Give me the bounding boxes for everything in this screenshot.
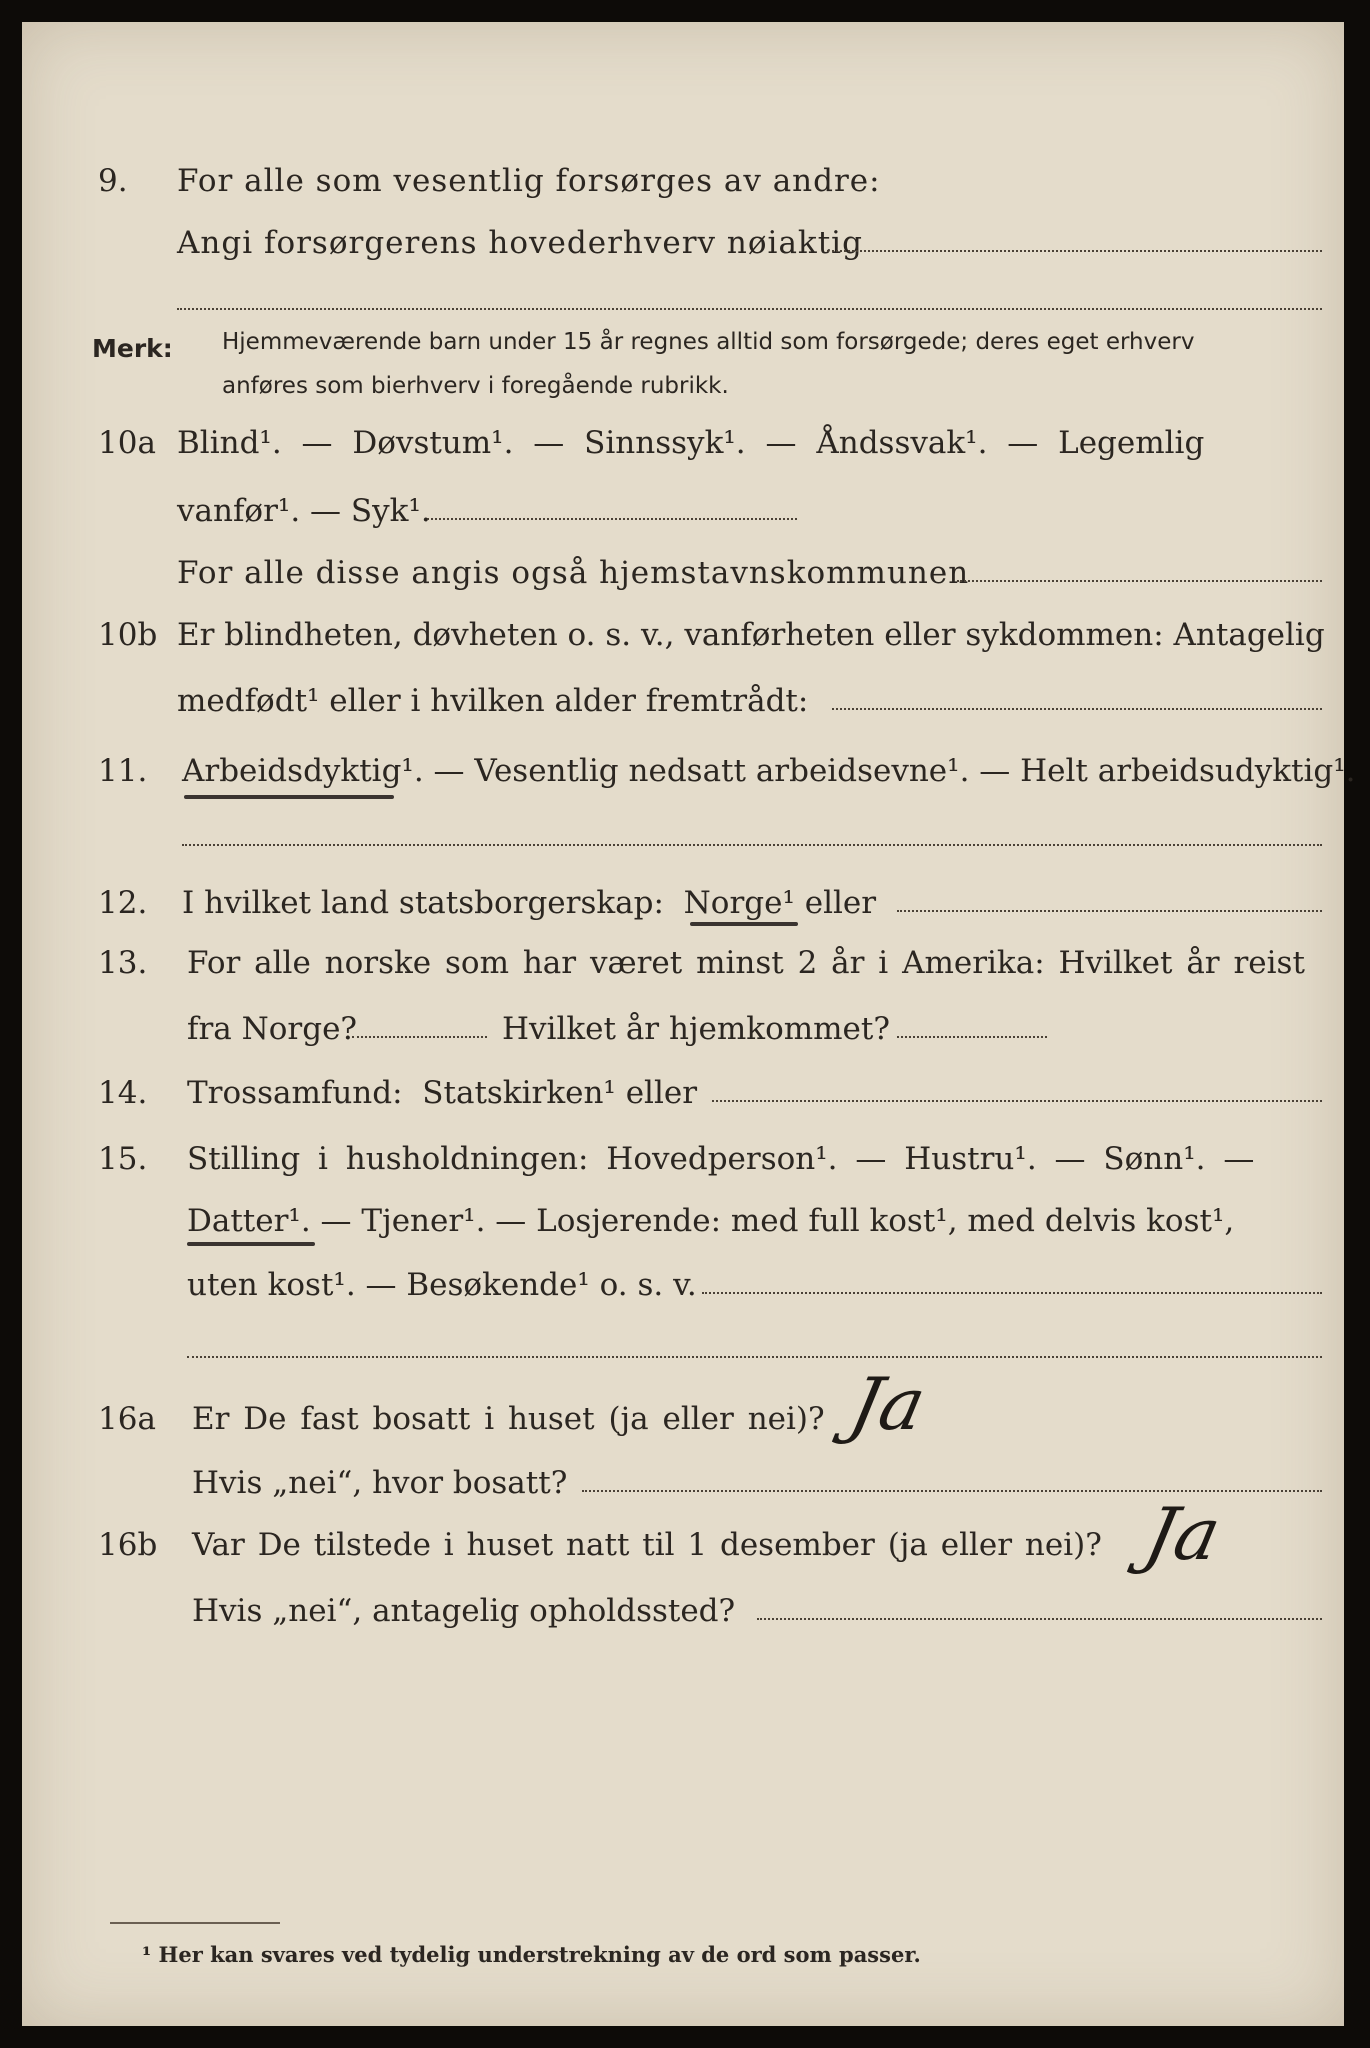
q12-prefix: I hvilket land statsborgerskap: bbox=[182, 885, 664, 921]
q15-text-2 bbox=[187, 1202, 1234, 1240]
q11-option-rest: ¹. — Vesentlig nedsatt arbeidsevne¹. — Helt arbeidsudyktig¹. bbox=[401, 753, 1356, 789]
census-form-page bbox=[22, 22, 1356, 2026]
q12-suffix: ¹ eller bbox=[782, 885, 877, 921]
q11-answer-field[interactable] bbox=[182, 844, 1322, 846]
q10a-answer-field-2[interactable] bbox=[957, 580, 1322, 582]
q10a-answer-field-1[interactable] bbox=[427, 518, 797, 520]
q16a-text-2: Hvis „nei“, hvor bosatt? bbox=[192, 1465, 568, 1501]
q10a-text-2: vanfør¹. — Syk¹. bbox=[177, 493, 431, 529]
q10a-text-1: Blind¹. — Døvstum¹. — Sinnssyk¹. — Åndssvak¹. — Legemlig bbox=[177, 425, 1205, 461]
q15-answer-field-1[interactable] bbox=[702, 1292, 1322, 1294]
footnote-rule bbox=[110, 1922, 280, 1924]
q15-text-2-rest: ¹. — Tjener¹. — Losjerende: med full kost¹, med delvis kost¹, bbox=[288, 1203, 1235, 1239]
q10b-text-2: medfødt¹ eller i hvilken alder fremtrådt: bbox=[177, 683, 809, 719]
q12-handwritten-underline bbox=[690, 922, 798, 926]
q13-number: 13. bbox=[98, 945, 148, 981]
q11-number: 11. bbox=[98, 753, 148, 789]
q15-text-1: Stilling i husholdningen: Hovedperson¹. — Hustru¹. — Sønn¹. — bbox=[187, 1141, 1255, 1177]
q14-suffix: ¹ eller bbox=[603, 1075, 698, 1111]
q12-option-norge[interactable]: Norge bbox=[683, 885, 783, 921]
q11-options bbox=[182, 752, 1356, 790]
q11-option-arbeidsdyktig[interactable]: Arbeidsdyktig bbox=[182, 753, 402, 789]
q9-text-2: Angi forsørgerens hovederhverv nøiaktig bbox=[177, 225, 863, 261]
q10b-text-1: Er blindheten, døvheten o. s. v., vanførheten eller sykdommen: Antagelig bbox=[177, 617, 1325, 653]
footnote: ¹ Her kan svares ved tydelig understrekning av de ord som passer. bbox=[142, 1942, 921, 1967]
merk-label: Merk: bbox=[92, 334, 173, 363]
q13-year-left-field[interactable] bbox=[352, 1036, 487, 1038]
q12-answer-field[interactable] bbox=[897, 910, 1322, 912]
q14-answer-field[interactable] bbox=[712, 1100, 1322, 1102]
q14-prefix: Trossamfund: bbox=[187, 1075, 403, 1111]
q9-number: 9. bbox=[98, 163, 128, 199]
q11-handwritten-underline bbox=[184, 795, 394, 799]
q13-text-2a: fra Norge? bbox=[187, 1011, 358, 1047]
q15-number: 15. bbox=[98, 1141, 148, 1177]
q13-text-2b: Hvilket år hjemkommet? bbox=[502, 1011, 890, 1047]
q10a-text-3: For alle disse angis også hjemstavnskommunen bbox=[177, 555, 970, 591]
q12-number: 12. bbox=[98, 885, 148, 921]
merk-text-2: anføres som bierhverv i foregående rubrikk. bbox=[222, 373, 729, 399]
merk-text-1: Hjemmeværende barn under 15 år regnes alltid som forsørgede; deres eget erhverv bbox=[222, 329, 1195, 355]
q10b-answer-field[interactable] bbox=[832, 708, 1322, 710]
q12-text bbox=[182, 884, 876, 922]
q14-option-statskirken[interactable]: Statskirken bbox=[422, 1075, 604, 1111]
q16b-text-2: Hvis „nei“, antagelig opholdssted? bbox=[192, 1593, 736, 1629]
q16a-number: 16a bbox=[98, 1401, 156, 1437]
q15-answer-field-2[interactable] bbox=[187, 1356, 1322, 1358]
q9-text-1: For alle som vesentlig forsørges av andre: bbox=[177, 163, 881, 199]
q15-text-3: uten kost¹. — Besøkende¹ o. s. v. bbox=[187, 1267, 697, 1303]
q16b-whereabouts-field[interactable] bbox=[757, 1618, 1322, 1620]
q13-year-returned-field[interactable] bbox=[897, 1036, 1047, 1038]
q15-option-datter[interactable]: Datter bbox=[187, 1203, 289, 1239]
q16b-number: 16b bbox=[98, 1527, 158, 1563]
q16b-text-1: Var De tilstede i huset natt til 1 desember (ja eller nei)? bbox=[192, 1527, 1102, 1563]
q9-answer-field-2[interactable] bbox=[177, 308, 1322, 310]
q10a-number: 10a bbox=[98, 425, 156, 461]
q13-text-1: For alle norske som har været minst 2 år i Amerika: Hvilket år reist bbox=[187, 945, 1305, 981]
q16b-handwritten-answer[interactable]: Ja bbox=[1138, 1492, 1228, 1576]
q16a-text-1: Er De fast bosatt i huset (ja eller nei)? bbox=[192, 1401, 825, 1437]
q9-answer-field-1[interactable] bbox=[827, 250, 1322, 252]
q14-number: 14. bbox=[98, 1075, 148, 1111]
q10b-number: 10b bbox=[98, 617, 158, 653]
q16a-handwritten-answer[interactable]: Ja bbox=[843, 1362, 933, 1446]
q15-handwritten-underline bbox=[187, 1242, 315, 1246]
q14-text bbox=[187, 1074, 697, 1112]
